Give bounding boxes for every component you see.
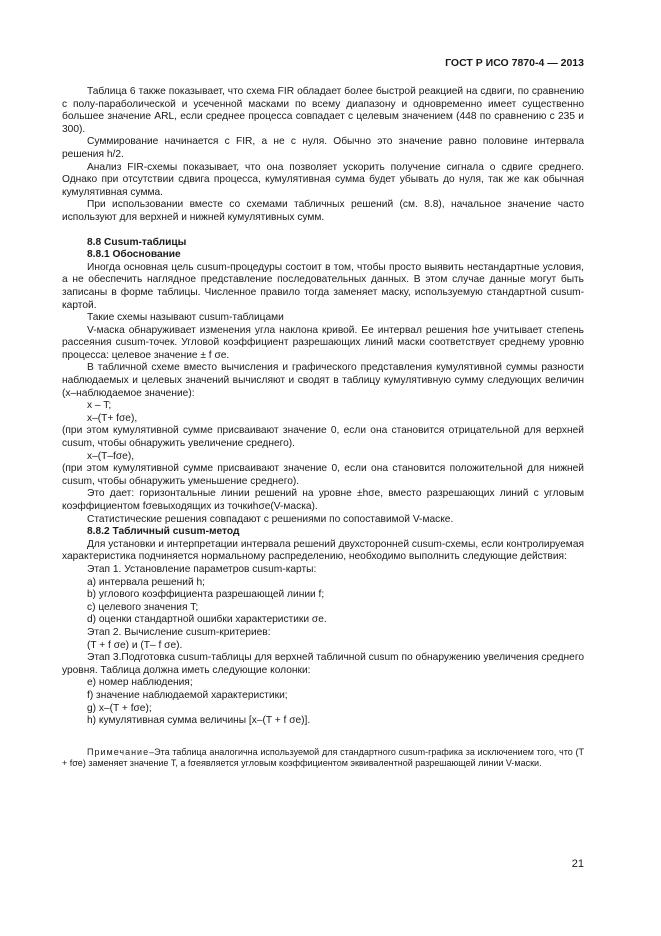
formula: x–(T–fσe), [87, 450, 135, 462]
paragraph: Суммирование начинается с FIR, а не с нуля. Обычно это значение равно половине интервала решения h/2. [62, 136, 584, 160]
subsection-heading: 8.8.2 Табличный cusum-метод [87, 526, 240, 538]
list-item: c) целевого значения T; [87, 601, 199, 613]
note-text: –Эта таблица аналогична используемой для стандартного cusum-графика за исключением того, что (T + fσe) заменяет значение T, а fσeявляется угловым коэффициентом эквивалентной разрешающей линии V-маски. [62, 746, 584, 769]
paragraph: Для установки и интерпретации интервала решений двухсторонней cusum-схемы, если контролируемая характеристика подчиняется нормальному распределению, необходимо выполнить следующие действия: [62, 538, 584, 563]
formula: (T + f σe) и (T– f σe). [87, 639, 183, 651]
note-label: Примечание [87, 746, 150, 757]
list-item: f) значение наблюдаемой характеристики; [87, 689, 288, 701]
paragraph: Статистические решения совпадают с решениями по сопоставимой V-маске. [87, 513, 454, 525]
document-header: ГОСТ Р ИСО 7870-4 — 2013 [445, 57, 584, 69]
section-heading: 8.8 Cusum-таблицы [87, 236, 187, 248]
list-item: d) оценки стандартной ошибки характеристики σe. [87, 614, 327, 626]
page-number: 21 [571, 858, 584, 870]
list-item: a) интервала решений h; [87, 576, 205, 588]
formula: x–(T+ fσe), [87, 412, 138, 424]
paragraph: Такие схемы называют cusum-таблицами [87, 312, 284, 324]
subsection-heading: 8.8.1 Обоснование [87, 249, 181, 261]
list-item: h) кумулятивная сумма величины [x–(T + f σe)]. [87, 715, 311, 727]
formula: x – T; [87, 400, 112, 412]
paragraph: Это дает: горизонтальные линии решений на уровне ±hσe, вместо разрешающих линий с угловым коэффициентом fσeвыходящих из точкиhσe(V-маска). [62, 488, 584, 512]
paragraph: Иногда основная цель cusum-процедуры состоит в том, чтобы просто выявить нестандартные условия, а не обеспечить наглядное представление последовательных данных. В этом случае данные могут быть записаны в форме таблицы. Численное правило тогда заменяет маску, используемую стандартной cusum-картой. [62, 261, 584, 311]
step-heading: Этап 1. Установление параметров cusum-карты: [87, 563, 317, 575]
list-item: g) x–(T + fσe); [87, 702, 152, 714]
list-item: b) углового коэффициента разрешающей линии f; [87, 589, 325, 601]
step-heading: Этап 2. Вычисление cusum-критериев: [87, 626, 271, 638]
paragraph: В табличной схеме вместо вычисления и графического представления кумулятивной суммы разности наблюдаемых и целевых значений вычисляют и сводят в таблицу кумулятивную сумму следующих величин (x–наблюдаемое значение): [62, 362, 584, 399]
paragraph: (при этом кумулятивной сумме присваивают значение 0, если она становится положительной для нижней cusum, чтобы обнаружить уменьшение среднего). [62, 463, 584, 487]
paragraph: Таблица 6 также показывает, что схема FIR обладает более быстрой реакцией на сдвиги, по сравнению с полу-параболической и усеченной масками по всему диапазону и одновременно имеет существенно большее значение ARL, если среднее процесса совпадает с целевым значением (448 по сравнению с 235 и 300). [62, 86, 584, 135]
paragraph: V-маска обнаруживает изменения угла наклона кривой. Ее интервал решения hσe учитывает степень рассеяния cusum-точек. Угловой коэффициент разрешающих линий маски соответствует среднему уровню процесса: целевое значение ± f σe. [62, 324, 584, 361]
step-heading: Этап 3.Подготовка cusum-таблицы для верхней табличной cusum по обнаружению увеличения среднего уровня. Таблица должна иметь следующие колонки: [62, 652, 584, 676]
paragraph: Анализ FIR-схемы показывает, что она позволяет ускорить получение сигнала о сдвиге среднего. Однако при отсутствии сдвига процесса, кумулятивная сумма будет убывать до нуля, так же как обычная кумулятивная сумма. [62, 161, 584, 198]
paragraph: (при этом кумулятивной сумме присваивают значение 0, если она становится отрицательной для верхней cusum, чтобы обнаружить увеличение среднего). [62, 425, 584, 450]
paragraph: При использовании вместе со схемами табличных решений (см. 8.8), начальное значение часто используют для верхней и нижней кумулятивных сумм. [62, 199, 584, 223]
document-body [62, 86, 584, 770]
list-item: e) номер наблюдения; [87, 677, 193, 689]
note [62, 747, 584, 770]
